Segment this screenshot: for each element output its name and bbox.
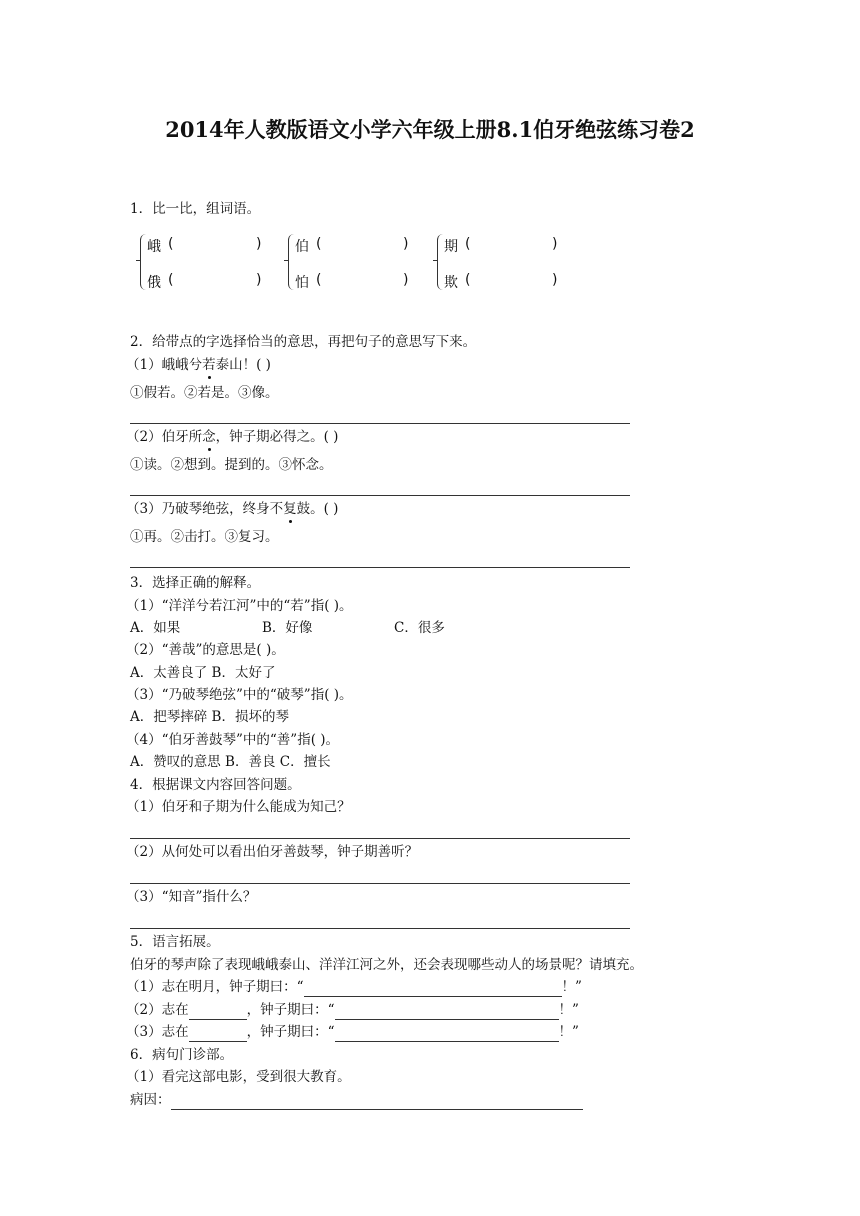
question-3-options-2: A．太善良了 B．太好了 [130,665,276,681]
option-c: C．很多 [394,620,445,636]
answer-line[interactable] [130,495,630,496]
fill-blank[interactable] [335,1001,559,1020]
question-4-stem: 4．根据课文内容回答问题。 [130,777,301,793]
paren-close: ) [403,272,409,288]
char-3b: 欺 [444,275,458,291]
question-2-sentence-1: （1）峨峨兮若泰山！( ) [126,357,271,373]
answer-line[interactable] [130,928,630,929]
option-a: A．如果 [130,620,181,636]
fill-blank[interactable] [189,1023,247,1042]
dotted-char: 若 [202,357,216,373]
paren-close: ) [552,272,558,288]
question-3-item-1: （1）“洋洋兮若江河”中的“若”指( )。 [126,598,353,614]
question-5-description: 伯牙的琴声除了表现峨峨泰山、洋洋江河之外，还会表现哪些动人的场景呢？请填充。 [130,957,643,973]
question-6-stem: 6．病句门诊部。 [130,1047,234,1063]
page-title: 2014年人教版语文小学六年级上册8.1伯牙绝弦练习卷2 [165,117,695,142]
question-6-item-1: （1）看完这部电影，受到很大教育。 [126,1069,351,1085]
dotted-char: 念 [202,429,216,445]
question-5-item-2: （2）志在 ，钟子期曰：“ ！” [126,1002,579,1018]
paren-open: ( [168,236,174,252]
question-2-stem: 2．给带点的字选择恰当的意思，再把句子的意思写下来。 [130,334,477,350]
question-4-item-3: （3）“知音”指什么？ [126,889,257,905]
question-2-options-1: ①假若。②若是。③像。 [130,385,279,401]
answer-line[interactable] [130,423,630,424]
char-2b: 怕 [295,275,309,291]
char-2a: 伯 [295,239,309,255]
paren-open: ( [316,236,322,252]
question-3-options-3: A．把琴摔碎 B．损坏的琴 [130,709,289,725]
question-2-options-3: ①再。②击打。③复习。 [130,529,279,545]
question-2-sentence-3: （3）乃破琴绝弦，终身不复鼓。( ) [126,501,339,517]
answer-line[interactable] [130,838,630,839]
question-6-cause: 病因： [130,1091,583,1110]
paren-close: ) [403,236,409,252]
answer-line[interactable] [130,883,630,884]
char-1b: 俄 [147,275,161,291]
paren-close: ) [552,236,558,252]
question-3-item-2: （2）“善哉”的意思是( )。 [126,642,285,658]
char-3a: 期 [444,239,458,255]
fill-blank[interactable] [304,978,562,997]
question-5-stem: 5．语言拓展。 [130,934,220,950]
fill-blank[interactable] [171,1091,583,1110]
fill-blank[interactable] [189,1001,247,1020]
question-3-stem: 3．选择正确的解释。 [130,575,261,591]
question-2-options-2: ①读。②想到。提到的。③怀念。 [130,457,333,473]
question-2-sentence-2: （2）伯牙所念，钟子期必得之。( ) [126,429,339,445]
question-3-item-3: （3）“乃破琴绝弦”中的“破琴”指( )。 [126,687,353,703]
char-1a: 峨 [147,239,161,255]
fill-blank[interactable] [335,1023,559,1042]
paren-open: ( [316,272,322,288]
paren-open: ( [168,272,174,288]
option-b: B．好像 [262,620,313,636]
question-5-item-3: （3）志在 ，钟子期曰：“ ！” [126,1024,579,1040]
question-4-item-1: （1）伯牙和子期为什么能成为知己？ [126,799,351,815]
question-1-stem: 1．比一比，组词语。 [130,201,261,217]
question-3-options-4: A．赞叹的意思 B．善良 C．擅长 [130,754,331,770]
question-4-item-2: （2）从何处可以看出伯牙善鼓琴，钟子期善听？ [126,844,419,860]
paren-close: ) [256,272,262,288]
dotted-char: 复 [283,501,297,517]
question-5-item-1: （1）志在明月，钟子期曰：“ ！” [126,979,582,995]
question-3-item-4: （4）“伯牙善鼓琴”中的“善”指( )。 [126,732,340,748]
answer-line[interactable] [130,567,630,568]
paren-close: ) [256,236,262,252]
paren-open: ( [465,272,471,288]
paren-open: ( [465,236,471,252]
